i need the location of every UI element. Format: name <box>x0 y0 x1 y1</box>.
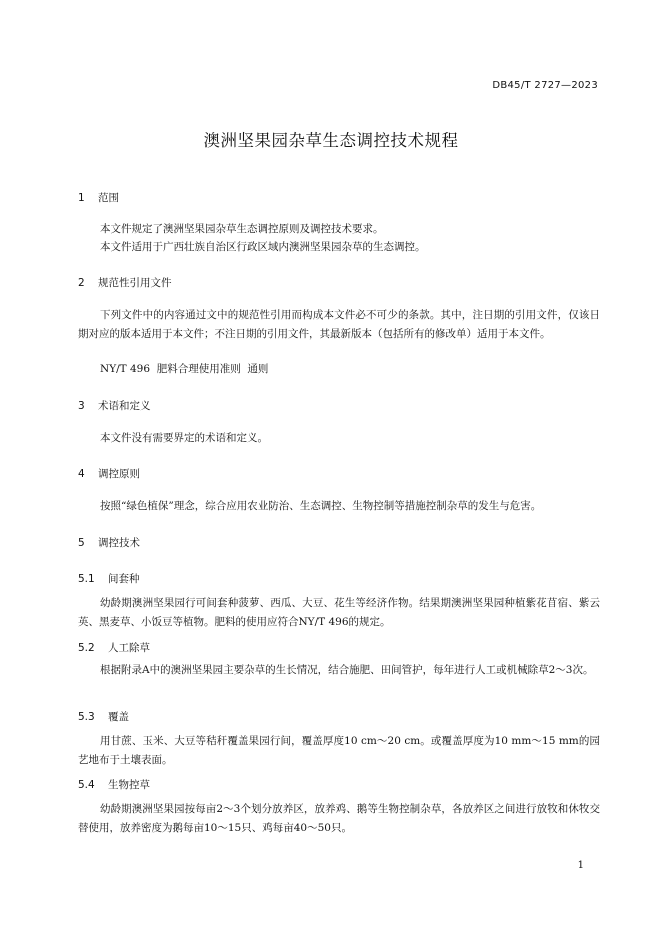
subsection-number: 5.1 <box>78 573 95 585</box>
paragraph: 下列文件中的内容通过文中的规范性引用而构成本文件必不可少的条款。其中，注日期的引用文件，仅该日期对应的版本适用于本文件；不注日期的引用文件，其最新版本（包括所有的修改单）适用于本文件。 <box>78 309 600 340</box>
subsection-heading-5-4 <box>78 777 150 792</box>
section-title: 调控技术 <box>98 537 140 549</box>
document-title: 澳洲坚果园杂草生态调控技术规程 <box>203 131 459 150</box>
section-title: 调控原则 <box>98 468 140 480</box>
paragraph: 按照“绿色植保”理念，综合应用农业防治、生态调控、生物控制等措施控制杂草的发生与危害。 <box>100 500 542 512</box>
section-number: 2 <box>78 277 85 289</box>
subsection-number: 5.3 <box>78 711 95 723</box>
paragraph: 用甘蔗、玉米、大豆等秸秆覆盖果园行间，覆盖厚度10 cm～20 cm。或覆盖厚度为10 mm～15 mm的园艺地布于土壤表面。 <box>78 735 600 766</box>
normative-reference: NY/T 496 肥料合理使用准则 通则 <box>100 363 269 375</box>
paragraph: 本文件规定了澳洲坚果园杂草生态调控原则及调控技术要求。 <box>100 223 384 235</box>
page-number: 1 <box>577 860 584 871</box>
subsection-number: 5.4 <box>78 779 95 791</box>
section-number: 3 <box>78 400 85 412</box>
section-title: 术语和定义 <box>98 400 151 412</box>
section-number: 1 <box>78 192 85 204</box>
paragraph: 根据附录A中的澳洲坚果园主要杂草的生长情况，结合施肥、田间管护，每年进行人工或机械除草2～3次。 <box>100 664 594 676</box>
subsection-heading-5-3 <box>78 709 129 724</box>
section-number: 4 <box>78 468 85 480</box>
paragraph: 幼龄期澳洲坚果园行可间套种菠萝、西瓜、大豆、花生等经济作物。结果期澳洲坚果园种植紫花苜宿、紫云英、黑麦草、小饭豆等植物。肥料的使用应符合NY/T 496的规定。 <box>78 597 600 628</box>
section-heading-3 <box>78 398 151 413</box>
paragraph: 本文件没有需要界定的术语和定义。 <box>100 432 268 444</box>
section-title: 范围 <box>98 192 119 204</box>
subsection-title: 覆盖 <box>108 711 129 723</box>
subsection-title: 间套种 <box>108 573 140 585</box>
paragraph: 幼龄期澳洲坚果园按每亩2～3个划分放养区，放养鸡、鹅等生物控制杂草，各放养区之间进行放牧和休牧交替使用，放养密度为鹅每亩10～15只、鸡每亩40～50只。 <box>78 803 600 834</box>
paragraph: 本文件适用于广西壮族自治区行政区域内澳洲坚果园杂草的生态调控。 <box>100 241 426 253</box>
document-number: DB45/T 2727—2023 <box>492 80 598 91</box>
section-heading-2 <box>78 275 172 290</box>
subsection-heading-5-2 <box>78 640 150 655</box>
section-heading-4 <box>78 466 140 481</box>
subsection-number: 5.2 <box>78 642 95 654</box>
subsection-title: 生物控草 <box>108 779 150 791</box>
section-number: 5 <box>78 537 85 549</box>
section-heading-1 <box>78 190 119 205</box>
subsection-heading-5-1 <box>78 571 140 586</box>
subsection-title: 人工除草 <box>108 642 150 654</box>
section-title: 规范性引用文件 <box>98 277 172 289</box>
section-heading-5 <box>78 535 140 550</box>
